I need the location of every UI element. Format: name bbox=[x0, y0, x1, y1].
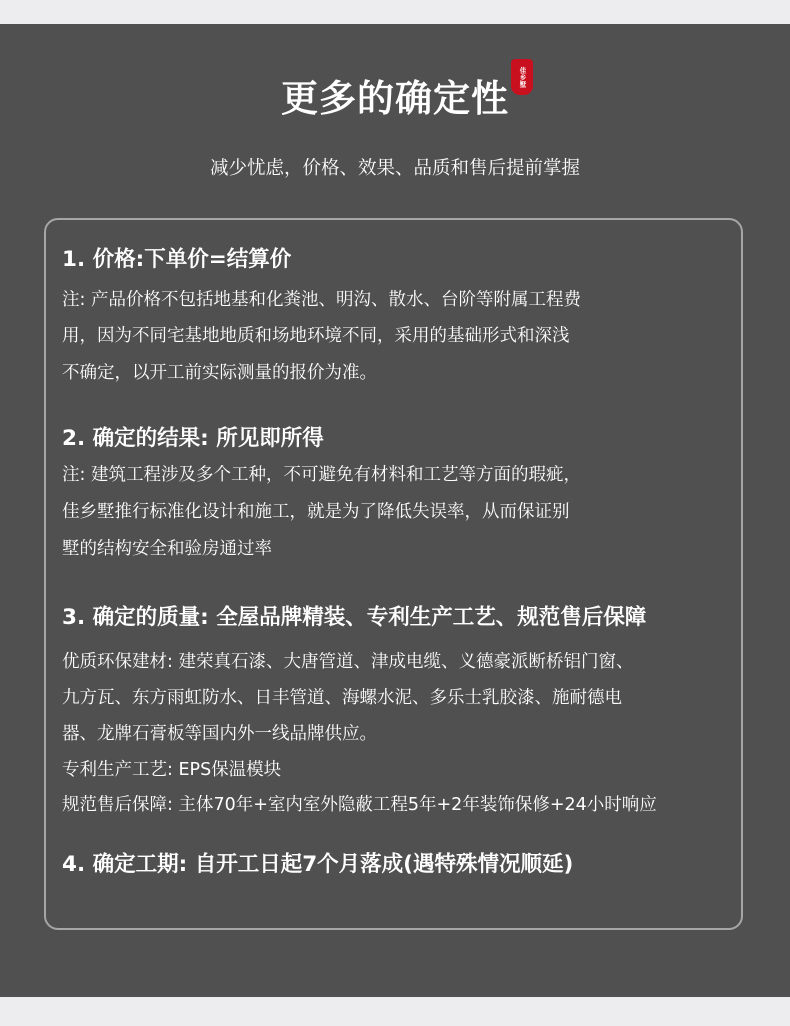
section-2-line: 注: 建筑工程涉及多个工种，不可避免有材料和工艺等方面的瑕疵， bbox=[62, 465, 581, 485]
section-4-title: 4. 确定工期: 自开工日起7个月落成(遇特殊情况顺延) bbox=[62, 852, 574, 877]
section-3-title: 3. 确定的质量: 全屋品牌精装、专利生产工艺、规范售后保障 bbox=[62, 605, 647, 630]
section-2-line: 墅的结构安全和验房通过率 bbox=[62, 539, 272, 559]
section-3-line: 九方瓦、东方雨虹防水、日丰管道、海螺水泥、多乐士乳胶漆、施耐德电 bbox=[62, 688, 622, 708]
page-title: 更多的确定性 bbox=[281, 77, 509, 120]
page-subtitle: 减少忧虑，价格、效果、品质和售后提前掌握 bbox=[209, 158, 580, 179]
section-3-line: 规范售后保障: 主体70年+室内室外隐蔽工程5年+2年装饰保修+24小时响应 bbox=[62, 795, 657, 815]
section-1-line: 不确定，以开工前实际测量的报价为准。 bbox=[62, 363, 377, 383]
section-3-line: 器、龙牌石膏板等国内外一线品牌供应。 bbox=[62, 724, 377, 744]
section-2-line: 佳乡墅推行标准化设计和施工，就是为了降低失误率，从而保证别 bbox=[62, 502, 570, 522]
section-1-line: 用，因为不同宅基地地质和场地环境不同，采用的基础形式和深浅 bbox=[62, 326, 570, 346]
title-row bbox=[0, 74, 790, 124]
section-3-line: 专利生产工艺: EPS保温模块 bbox=[62, 760, 282, 780]
section-1-line: 注: 产品价格不包括地基和化粪池、明沟、散水、台阶等附属工程费 bbox=[62, 290, 581, 310]
section-1-title: 1. 价格:下单价=结算价 bbox=[62, 247, 292, 272]
brand-seal-icon: 佳乡墅 bbox=[511, 59, 533, 95]
section-3-line: 优质环保建材: 建荣真石漆、大唐管道、津成电缆、义德豪派断桥铝门窗、 bbox=[62, 652, 634, 672]
section-2-title: 2. 确定的结果: 所见即所得 bbox=[62, 426, 324, 451]
